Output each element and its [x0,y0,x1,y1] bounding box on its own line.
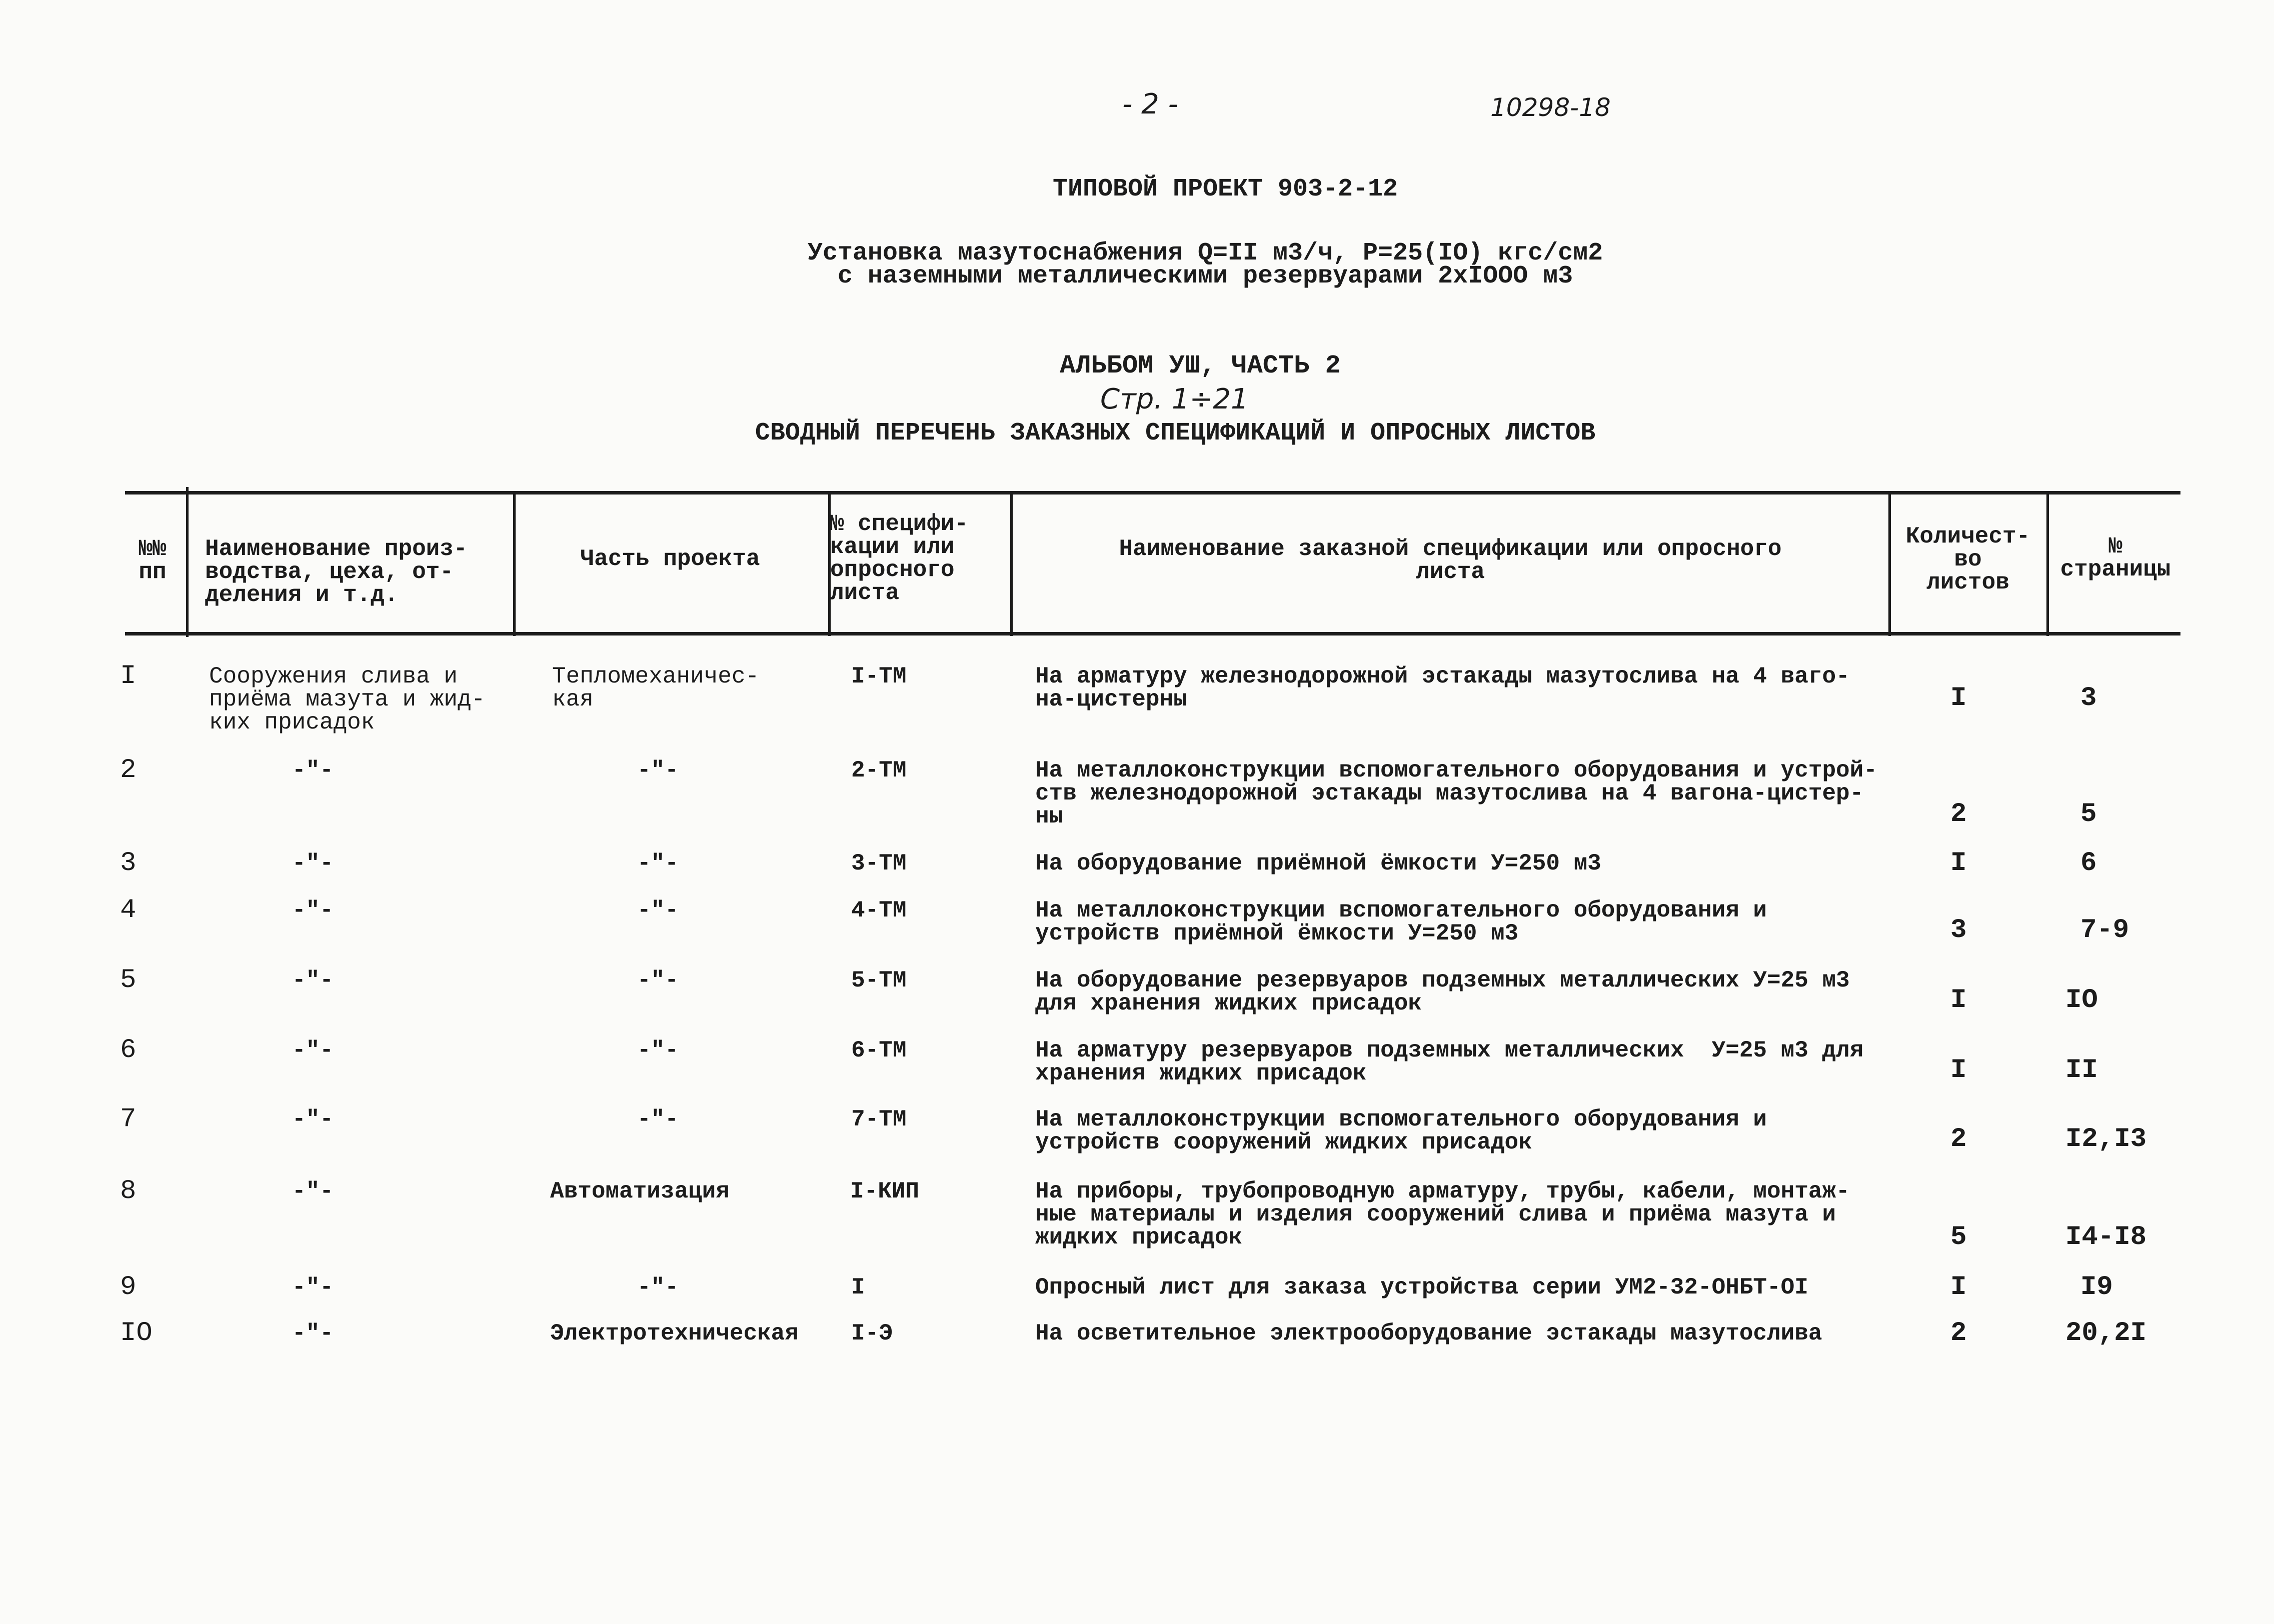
spec-number: 7-ТМ [851,1106,907,1132]
spec-title: На оборудование резервуаров подземных металлических У=25 м3 для хранения жидких присадок [1035,968,1850,1016]
col-header-spec-title: Наименование заказной спецификации или опросного листа [1119,536,1782,585]
page-number-cell: I4-I8 [2065,1222,2147,1252]
col-header-production: Наименование произ- водства, цеха, от- деления и т.д. [205,536,468,608]
production-name: -"- [292,1320,334,1346]
row-number: 8 [120,1176,137,1206]
project-part: Электротехническая [550,1320,799,1346]
summary-title: СВОДНЫЙ ПЕРЕЧЕНЬ ЗАКАЗНЫХ СПЕЦИФИКАЦИЙ И ОПРОСНЫХ ЛИСТОВ [755,419,1596,448]
spec-title: На приборы, трубопроводную арматуру, трубы, кабели, монтаж- ные материалы и изделия сооружений слива и приёма мазута и жидких присадок [1035,1178,1850,1250]
page-number-cell: 5 [2080,799,2097,830]
row-number: I [120,661,137,692]
document-number: 10298-18 [1490,93,1611,122]
page-number-cell: II [2065,1055,2098,1086]
production-name: -"- [292,968,334,994]
spec-number: I-Э [851,1320,893,1346]
spec-title: На арматуру резервуаров подземных металлических У=25 м3 для хранения жидких присадок [1035,1038,1864,1086]
row-number: 7 [120,1104,137,1134]
production-name: -"- [292,850,334,876]
sheet-count: I [1950,1272,1967,1302]
production-name: Сооружения слива и приёма мазута и жид- ких присадок [209,664,486,736]
project-title: ТИПОВОЙ ПРОЕКТ 903-2-12 [1052,175,1398,204]
row-number: 6 [120,1035,137,1066]
spec-number: 4-ТМ [851,898,907,924]
spec-title: На металлоконструкции вспомогательного оборудования и устройств приёмной ёмкости У=250 м3 [1035,898,1767,946]
page-range: Стр. 1÷21 [1100,383,1249,416]
project-part: -"- [637,1274,679,1300]
spec-number: I-ТМ [851,664,907,690]
row-number: 4 [120,895,137,926]
col-divider [1010,491,1013,636]
col-header-page: № страницы [2060,534,2171,582]
sheet-count: 2 [1950,1318,1967,1348]
page-number-cell: I2,I3 [2065,1124,2147,1154]
project-part: -"- [637,1106,679,1132]
spec-number: 5-ТМ [851,968,907,994]
sheet-count: 2 [1950,799,1967,830]
spec-title: На металлоконструкции вспомогательного оборудования и устройств сооружений жидких присадок [1035,1106,1767,1156]
page-number: - 2 - [1122,88,1178,120]
production-name: -"- [292,1178,334,1204]
col-header-spec-number: № специфи- кации или опросного листа [830,511,969,606]
sheet-count: I [1950,985,1967,1016]
page-number-cell: IO [2065,985,2098,1016]
sheet-count: 3 [1950,915,1967,946]
production-name: -"- [292,898,334,924]
col-header-part: Часть проекта [580,546,760,572]
project-part: Автоматизация [550,1178,730,1204]
spec-title: На арматуру железнодорожной эстакады мазутослива на 4 ваго- на-цистерны [1035,664,1850,712]
row-number: 5 [120,965,137,996]
project-part: -"- [637,758,679,784]
spec-title: На оборудование приёмной ёмкости У=250 м3 [1035,850,1601,876]
page-number-cell: 3 [2080,683,2097,714]
col-divider [1888,491,1891,636]
spec-number: 3-ТМ [851,850,907,876]
subtitle-line-1: Установка мазутоснабжения Q=II м3/ч, P=25(IO) кгс/см2 [807,239,1603,268]
col-header-number: №№ пп [139,536,167,585]
production-name: -"- [292,1038,334,1064]
project-part: Тепломеханичес- кая [552,664,760,712]
col-divider [2046,491,2049,636]
col-divider [186,487,189,637]
row-number: 2 [120,755,137,786]
page-number-cell: 7-9 [2080,915,2129,946]
project-part: -"- [637,898,679,924]
sheet-count: I [1950,683,1967,714]
page-number-cell: I9 [2080,1272,2113,1302]
sheet-count: 2 [1950,1124,1967,1154]
spec-number: 2-ТМ [851,758,907,784]
spec-number: I-КИП [850,1178,920,1204]
table-header-rule [125,632,2180,636]
sheet-count: I [1950,1055,1967,1086]
page-number-cell: 20,2I [2065,1318,2147,1348]
spec-title: На осветительное электрооборудование эстакады мазутослива [1035,1320,1822,1346]
project-part: -"- [637,850,679,876]
production-name: -"- [292,1274,334,1300]
project-part: -"- [637,1038,679,1064]
col-header-sheet-count: Количест- во листов [1905,524,2030,596]
spec-number: 6-ТМ [851,1038,907,1064]
production-name: -"- [292,758,334,784]
spec-number: I [851,1274,865,1300]
table-top-rule [125,491,2180,494]
sheet-count: I [1950,848,1967,878]
album-title: АЛЬБОМ УШ, ЧАСТЬ 2 [1060,351,1341,380]
sheet-count: 5 [1950,1222,1967,1252]
row-number: 3 [120,848,137,878]
spec-title: На металлоконструкции вспомогательного оборудования и устрой- ств железнодорожной эстакады мазутослива на 4 вагона-цистер- ны [1035,758,1877,830]
spec-title: Опросный лист для заказа устройства серии УМ2-32-ОНБТ-OI [1035,1274,1808,1300]
row-number: IO [120,1318,153,1348]
row-number: 9 [120,1272,137,1302]
page-number-cell: 6 [2080,848,2097,878]
subtitle-line-2: с наземными металлическими резервуарами 2xIOOO м3 [837,262,1573,290]
production-name: -"- [292,1106,334,1132]
project-part: -"- [637,968,679,994]
